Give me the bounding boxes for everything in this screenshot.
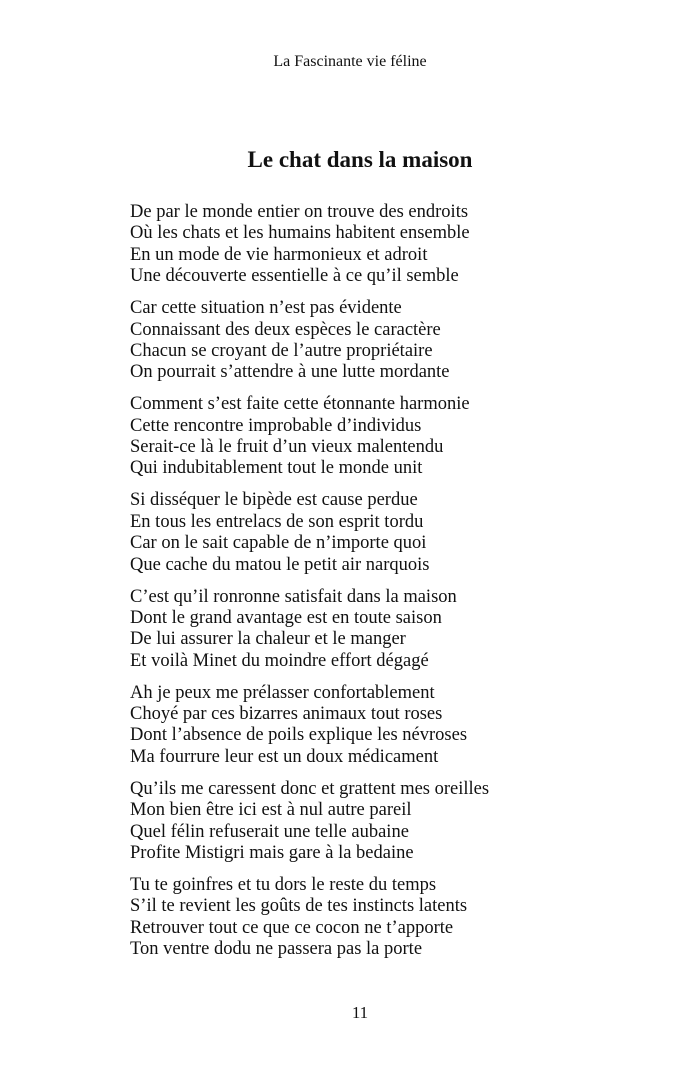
verse-line: Choyé par ces bizarres animaux tout roses — [130, 704, 443, 725]
verse-line: Serait-ce là le fruit d’un vieux malentendu — [130, 437, 444, 458]
verse-line: S’il te revient les goûts de tes instincts latents — [130, 896, 468, 917]
verse-line: Dont le grand avantage est en toute saison — [130, 607, 442, 628]
verse-line: Cette rencontre improbable d’individus — [130, 415, 422, 436]
stanza — [130, 779, 570, 865]
poem-title: Le chat dans la maison — [247, 147, 473, 172]
stanza — [130, 490, 570, 576]
poem-body — [130, 202, 570, 971]
verse-line: Ton ventre dodu ne passera pas la porte — [130, 939, 423, 960]
verse-line: C’est qu’il ronronne satisfait dans la maison — [130, 586, 457, 607]
stanza — [130, 202, 570, 288]
stanza — [130, 394, 570, 480]
verse-line: Dont l’absence de poils explique les névroses — [130, 725, 468, 746]
page-number: 11 — [351, 1003, 369, 1022]
verse-line: Car cette situation n’est pas évidente — [130, 298, 402, 319]
stanza — [130, 875, 570, 961]
verse-line: En un mode de vie harmonieux et adroit — [130, 244, 428, 265]
verse-line: Et voilà Minet du moindre effort dégagé — [130, 650, 429, 671]
verse-line: On pourrait s’attendre à une lutte mordante — [130, 362, 450, 383]
verse-line: Mon bien être ici est à nul autre pareil — [130, 800, 412, 821]
verse-line: Quel félin refuserait une telle aubaine — [130, 821, 409, 842]
verse-line: De lui assurer la chaleur et le manger — [130, 629, 406, 650]
verse-line: Retrouver tout ce que ce cocon ne t’apporte — [130, 917, 454, 938]
verse-line: Chacun se croyant de l’autre propriétaire — [130, 340, 433, 361]
verse-line: Qu’ils me caressent donc et grattent mes oreilles — [130, 778, 490, 799]
verse-line: Connaissant des deux espèces le caractère — [130, 319, 441, 340]
verse-line: Ah je peux me prélasser confortablement — [130, 682, 435, 703]
verse-line: Car on le sait capable de n’importe quoi — [130, 533, 427, 554]
stanza — [130, 587, 570, 673]
verse-line: Que cache du matou le petit air narquois — [130, 554, 430, 575]
verse-line: De par le monde entier on trouve des endroits — [130, 202, 469, 222]
verse-line: Une découverte essentielle à ce qu’il semble — [130, 266, 459, 287]
verse-line: Si disséquer le bipède est cause perdue — [130, 490, 418, 511]
stanza — [130, 683, 570, 769]
verse-line: En tous les entrelacs de son esprit tordu — [130, 511, 424, 532]
verse-line: Où les chats et les humains habitent ensemble — [130, 223, 470, 244]
verse-line: Profite Mistigri mais gare à la bedaine — [130, 842, 414, 863]
verse-line: Ma fourrure leur est un doux médicament — [130, 746, 439, 767]
running-header: La Fascinante vie féline — [273, 53, 427, 70]
verse-line: Qui indubitablement tout le monde unit — [130, 458, 423, 479]
verse-line: Tu te goinfres et tu dors le reste du temps — [130, 874, 437, 895]
stanza — [130, 298, 570, 384]
verse-line: Comment s’est faite cette étonnante harmonie — [130, 394, 470, 415]
